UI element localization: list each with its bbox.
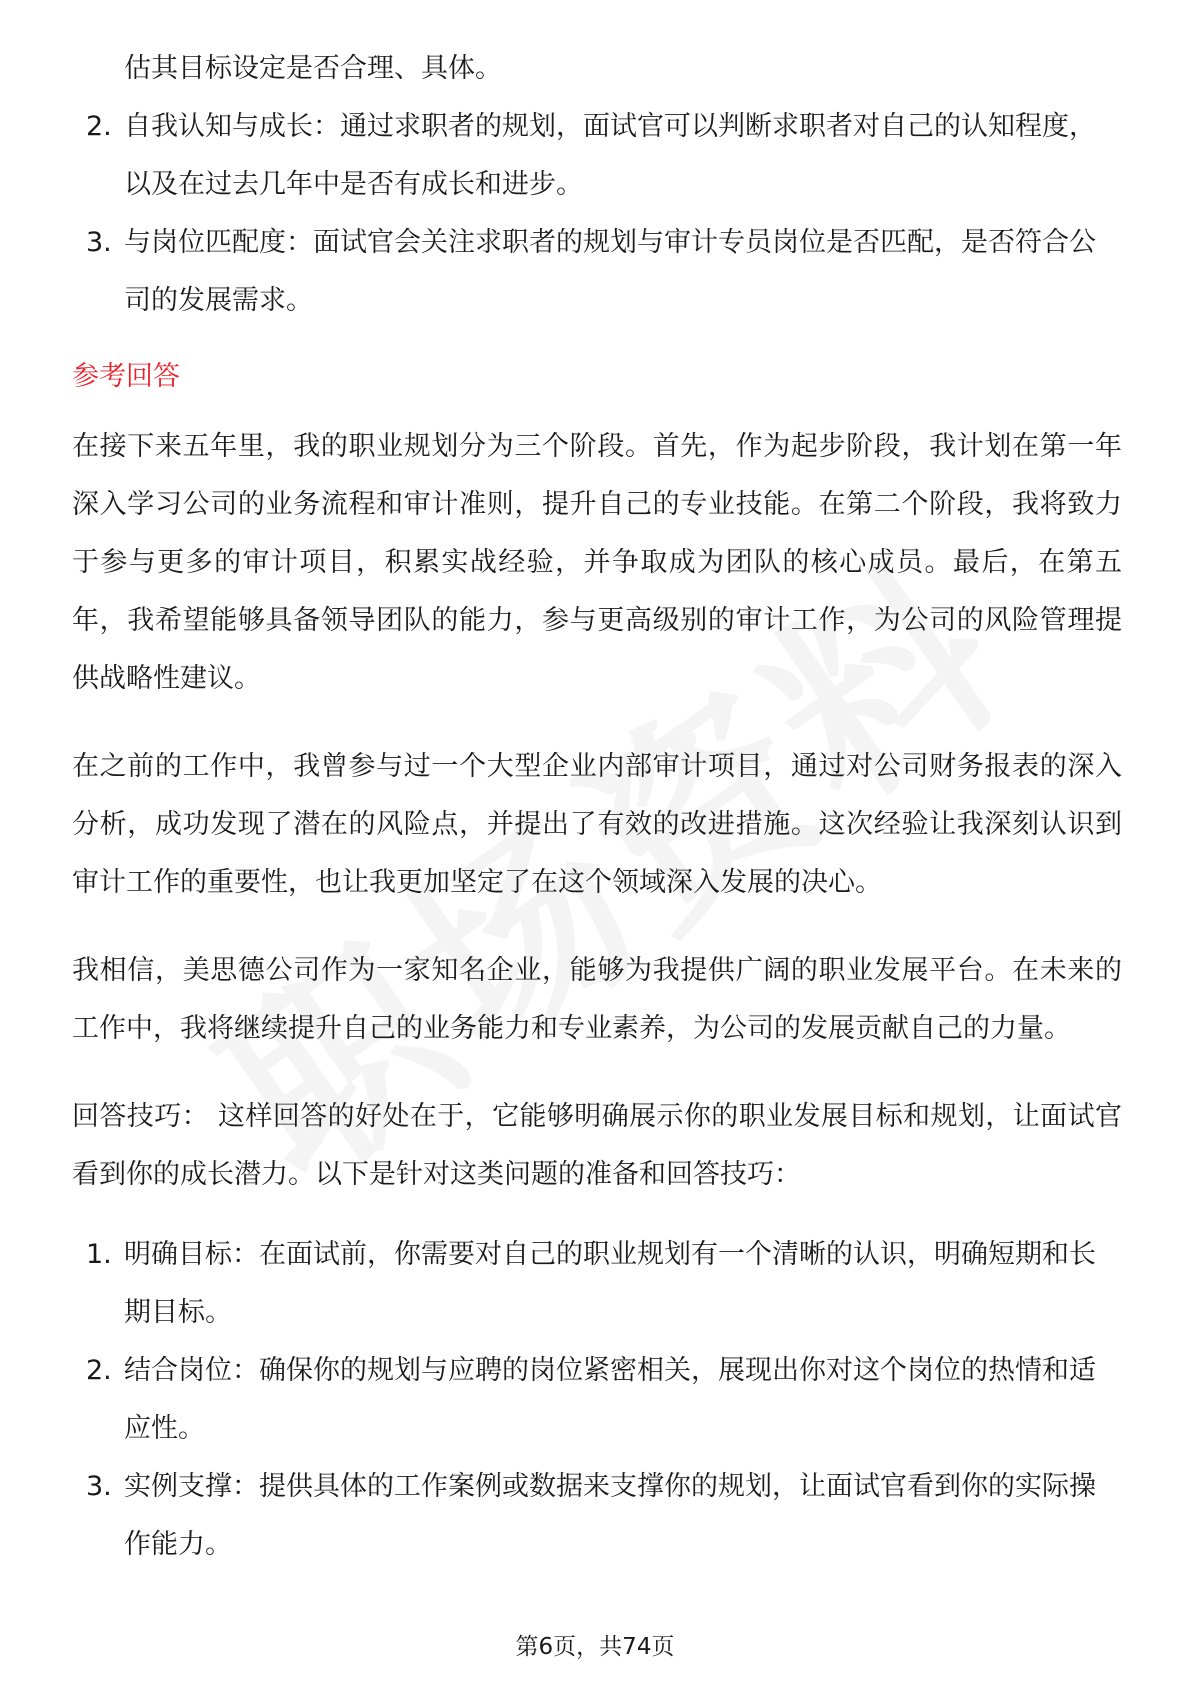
list-number: 2. bbox=[86, 1355, 112, 1386]
answer-tips-paragraph: 回答技巧： 这样回答的好处在于，它能够明确展示你的职业发展目标和规划，让面试官看到你的成长潜力。以下是针对这类问题的准备和回答技巧： bbox=[72, 1101, 1122, 1190]
list-item-text: 明确目标：在面试前，你需要对自己的职业规划有一个清晰的认识，明确短期和长期目标。 bbox=[124, 1239, 1096, 1328]
list-item bbox=[72, 214, 1122, 330]
answer-paragraph: 在之前的工作中，我曾参与过一个大型企业内部审计项目，通过对公司财务报表的深入分析，成功发现了潜在的风险点，并提出了有效的改进措施。这次经验让我深刻认识到审计工作的重要性，也让我更加坚定了在这个领域深入发展的决心。 bbox=[72, 751, 1122, 898]
list-item bbox=[72, 1226, 1122, 1342]
answer-paragraph: 我相信，美思德公司作为一家知名企业，能够为我提供广阔的职业发展平台。在未来的工作中，我将继续提升自己的业务能力和专业素养，为公司的发展贡献自己的力量。 bbox=[72, 955, 1122, 1044]
list-item bbox=[72, 1458, 1122, 1574]
list-item-text: 与岗位匹配度：面试官会关注求职者的规划与审计专员岗位是否匹配，是否符合公司的发展需求。 bbox=[124, 227, 1096, 316]
list-item bbox=[72, 98, 1122, 214]
list-number: 3. bbox=[86, 1471, 112, 1502]
page-footer: 第6页，共74页 bbox=[515, 1634, 675, 1660]
list-number: 3. bbox=[86, 227, 112, 258]
list-number: 2. bbox=[86, 111, 112, 142]
criteria-list bbox=[72, 98, 1122, 330]
tips-list bbox=[72, 1226, 1122, 1574]
list-number: 1. bbox=[86, 1239, 112, 1270]
list-item-text: 实例支撑：提供具体的工作案例或数据来支撑你的规划，让面试官看到你的实际操作能力。 bbox=[124, 1471, 1096, 1560]
answer-paragraph: 在接下来五年里，我的职业规划分为三个阶段。首先，作为起步阶段，我计划在第一年深入学习公司的业务流程和审计准则，提升自己的专业技能。在第二个阶段，我将致力于参与更多的审计项目，积累实战经验，并争取成为团队的核心成员。最后，在第五年，我希望能够具备领导团队的能力，参与更高级别的审计工作，为公司的风险管理提供战略性建议。 bbox=[72, 431, 1122, 694]
page-content bbox=[72, 40, 1122, 1574]
list-item-text: 结合岗位：确保你的规划与应聘的岗位紧密相关，展现出你对这个岗位的热情和适应性。 bbox=[124, 1355, 1096, 1444]
list-item-continuation: 估其目标设定是否合理、具体。 bbox=[124, 53, 502, 84]
list-item bbox=[72, 1342, 1122, 1458]
list-item-text: 自我认知与成长：通过求职者的规划，面试官可以判断求职者对自己的认知程度，以及在过去几年中是否有成长和进步。 bbox=[124, 111, 1096, 200]
section-heading: 参考回答 bbox=[72, 361, 180, 392]
